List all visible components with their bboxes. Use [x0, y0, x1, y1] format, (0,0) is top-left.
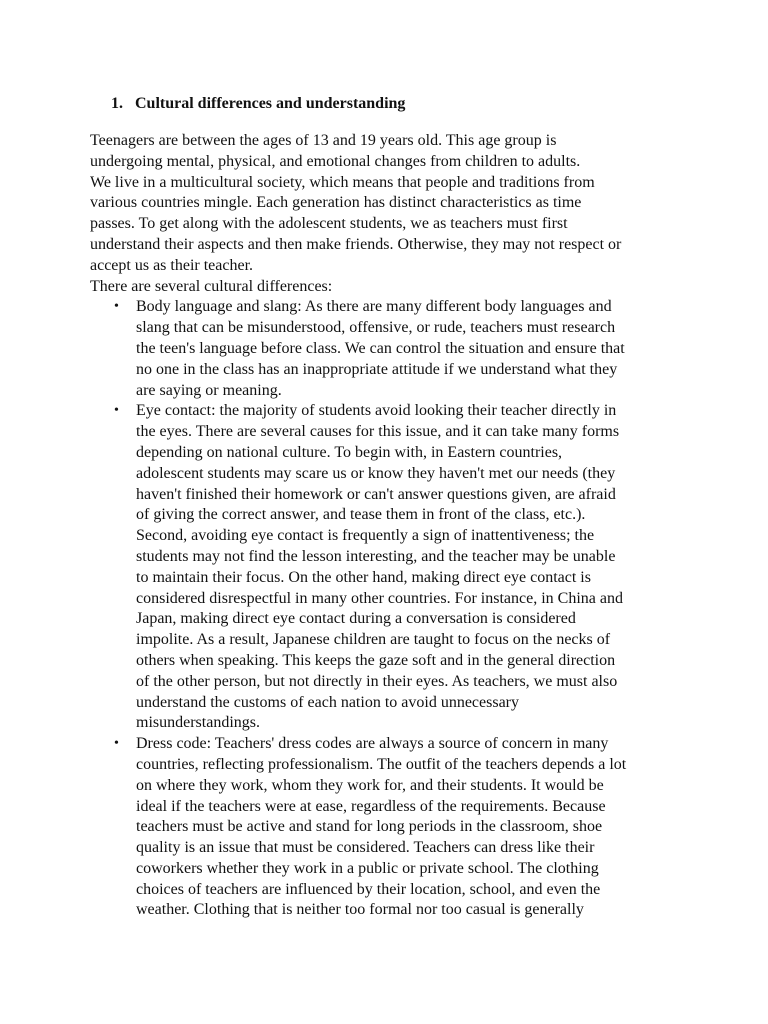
bullet-icon: •: [114, 736, 119, 752]
list-item-line: haven't finished their homework or can't answer questions given, are afraid: [136, 485, 616, 503]
list-item-line: considered disrespectful in many other countries. For instance, in China and: [136, 589, 623, 607]
list-item-line: of the other person, but not directly in their eyes. As teachers, we must also: [136, 672, 618, 690]
list-item-line: students may not find the lesson interesting, and the teacher may be unable: [136, 547, 616, 565]
list-item-line: Eye contact: the majority of students avoid looking their teacher directly in: [136, 402, 617, 420]
intro-line: We live in a multicultural society, which means that people and traditions from: [90, 173, 595, 191]
list-item-line: Second, avoiding eye contact is frequently a sign of inattentiveness; the: [136, 527, 595, 545]
intro-line: undergoing mental, physical, and emotional changes from children to adults.: [90, 152, 581, 170]
list-item-eye-contact: [90, 401, 690, 734]
intro-line: various countries mingle. Each generation has distinct characteristics as time: [90, 194, 582, 212]
intro-line: understand their aspects and then make friends. Otherwise, they may not respect or: [90, 235, 622, 253]
list-item-line: choices of teachers are influenced by their location, school, and even the: [136, 880, 601, 898]
bullet-icon: •: [114, 299, 119, 315]
list-item-line: slang that can be misunderstood, offensive, or rude, teachers must research: [136, 319, 616, 337]
list-item-line: the eyes. There are several causes for this issue, and it can take many forms: [136, 423, 620, 441]
list-item-line: weather. Clothing that is neither too formal nor too casual is generally: [136, 901, 584, 919]
list-item-line: no one in the class has an inappropriate attitude if we understand what they: [136, 360, 618, 378]
list-item-line: of giving the correct answer, and tease them in front of the class, etc.).: [136, 506, 586, 524]
list-item-line: Dress code: Teachers' dress codes are always a source of concern in many: [136, 735, 609, 753]
intro-line: There are several cultural differences:: [90, 277, 333, 295]
list-item-line: the teen's language before class. We can control the situation and ensure that: [136, 339, 625, 357]
list-item-line: Body language and slang: As there are many different body languages and: [136, 298, 612, 316]
list-item-line: misunderstandings.: [136, 714, 260, 732]
intro-line: Teenagers are between the ages of 13 and 19 years old. This age group is: [90, 132, 557, 149]
list-item-line: quality is an issue that must be considered. Teachers can dress like their: [136, 839, 595, 857]
section-number: 1.: [111, 95, 123, 112]
list-item-body-language: [90, 297, 690, 401]
section-title: Cultural differences and understanding: [135, 95, 406, 112]
list-item-line: on where they work, whom they work for, and their students. It would be: [136, 776, 604, 794]
cultural-differences-list: [90, 297, 690, 921]
list-item-dress-code: [90, 734, 690, 921]
intro-line: passes. To get along with the adolescent students, we as teachers must first: [90, 215, 568, 233]
list-item-line: impolite. As a result, Japanese children are taught to focus on the necks of: [136, 631, 611, 649]
section-heading: [90, 93, 690, 115]
list-item-line: ideal if the teachers were at ease, regardless of the requirements. Because: [136, 797, 606, 815]
intro-paragraph: [90, 131, 690, 297]
bullet-icon: •: [114, 403, 119, 419]
list-item-line: coworkers whether they work in a public or private school. The clothing: [136, 859, 599, 877]
list-item-line: others when speaking. This keeps the gaze soft and in the general direction: [136, 651, 616, 669]
list-item-line: Japan, making direct eye contact during a conversation is considered: [136, 610, 576, 628]
document-page: [90, 93, 690, 921]
list-item-line: countries, reflecting professionalism. The outfit of the teachers depends a lot: [136, 755, 627, 773]
list-item-line: teachers must be active and stand for long periods in the classroom, shoe: [136, 818, 603, 836]
intro-line: accept us as their teacher.: [90, 256, 254, 274]
list-item-line: understand the customs of each nation to avoid unnecessary: [136, 693, 519, 711]
list-item-line: adolescent students may scare us or know they haven't met our needs (they: [136, 464, 616, 482]
list-item-line: to maintain their focus. On the other hand, making direct eye contact is: [136, 568, 591, 586]
list-item-line: depending on national culture. To begin with, in Eastern countries,: [136, 443, 563, 461]
list-item-line: are saying or meaning.: [136, 381, 282, 399]
